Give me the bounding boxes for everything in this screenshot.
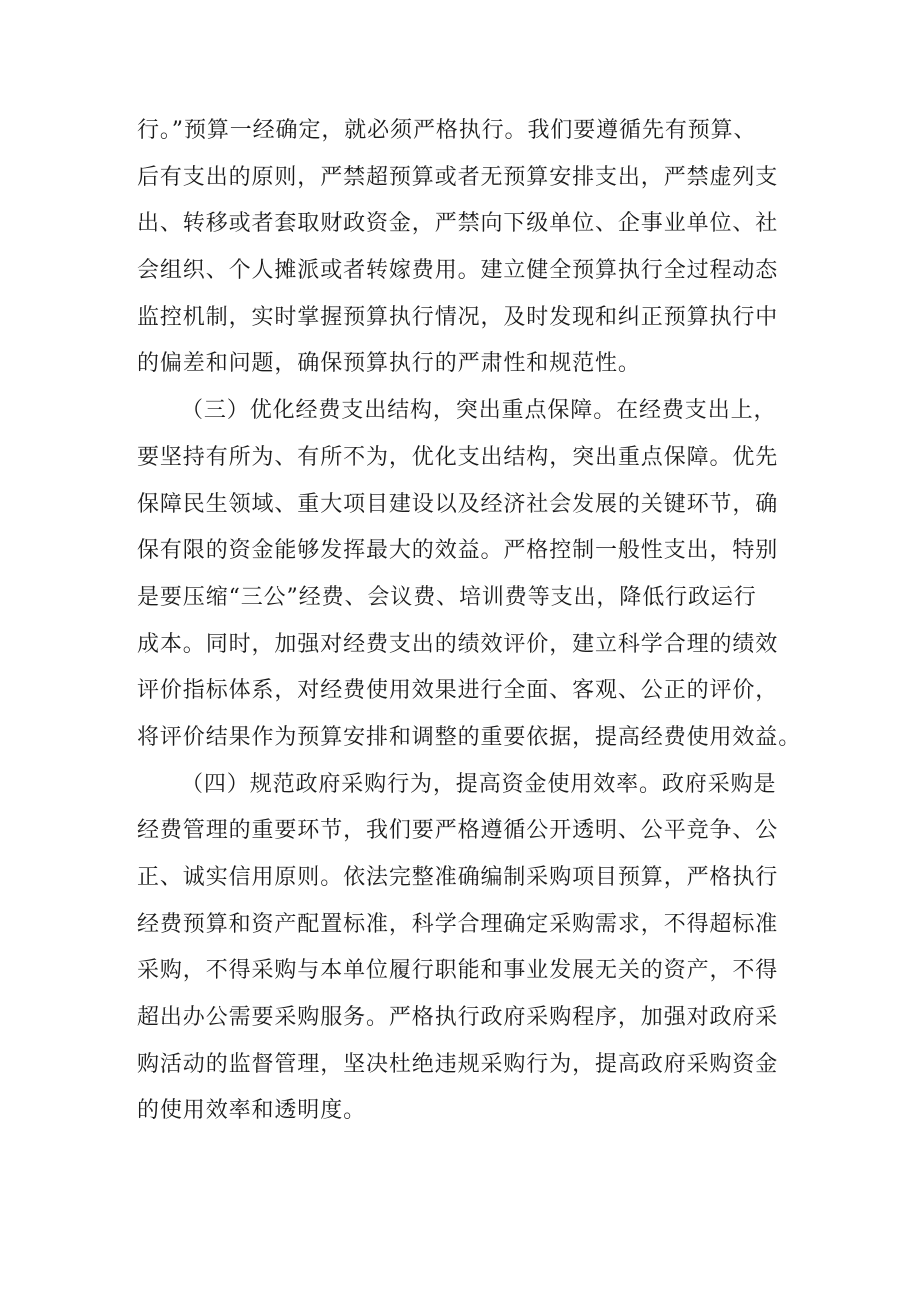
- text-line: 是要压缩“三公”经费、会议费、培训费等支出，降低行政运行: [137, 584, 757, 610]
- text-line: 出、转移或者套取财政资金，严禁向下级单位、企事业单位、社: [137, 211, 779, 237]
- text-line: 经费预算和资产配置标准，科学合理确定采购需求，不得超标准: [137, 911, 779, 937]
- paragraph-budget-execution: [137, 108, 797, 388]
- text-line: 购活动的监督管理，坚决杜绝违规采购行为，提高政府采购资金: [137, 1051, 779, 1077]
- text-line: 保有限的资金能够发挥最大的效益。严格控制一般性支出，特别: [137, 538, 779, 564]
- text-line: 保障民生领域、重大项目建设以及经济社会发展的关键环节，确: [137, 491, 779, 517]
- text-line: 超出办公需要采购服务。严格执行政府采购程序，加强对政府采: [137, 1005, 779, 1031]
- text-line: 经费管理的重要环节，我们要严格遵循公开透明、公平竞争、公: [137, 818, 779, 844]
- document-body: [137, 108, 802, 1135]
- text-line: 监控机制，实时掌握预算执行情况，及时发现和纠正预算执行中: [137, 304, 779, 330]
- text-line: 的使用效率和透明度。: [137, 1098, 367, 1124]
- text-line: 行。”预算一经确定，就必须严格执行。我们要遵循先有预算、: [137, 118, 757, 143]
- text-line: 成本。同时，加强对经费支出的绩效评价，建立科学合理的绩效: [137, 631, 779, 657]
- paragraph-expenditure-structure: [137, 388, 802, 762]
- paragraph-government-procurement: [137, 762, 797, 1136]
- text-line: 要坚持有所为、有所不为，优化支出结构，突出重点保障。优先: [137, 444, 779, 470]
- text-line: 的偏差和问题，确保预算执行的严肃性和规范性。: [137, 351, 641, 377]
- text-line: 后有支出的原则，严禁超预算或者无预算安排支出，严禁虚列支: [137, 164, 779, 190]
- text-line-first: （三）优化经费支出结构，突出重点保障。在经费支出上，: [181, 398, 777, 424]
- text-line-first: （四）规范政府采购行为，提高资金使用效率。政府采购是: [181, 771, 777, 797]
- text-line: 评价指标体系，对经费使用效果进行全面、客观、公正的评价，: [137, 678, 779, 704]
- text-line: 采购，不得采购与本单位履行职能和事业发展无关的资产，不得: [137, 958, 779, 984]
- text-line: 正、诚实信用原则。依法完整准确编制采购项目预算，严格执行: [137, 865, 779, 890]
- text-line: 将评价结果作为预算安排和调整的重要依据，提高经费使用效益。: [137, 724, 802, 750]
- text-line: 会组织、个人摊派或者转嫁费用。建立健全预算执行全过程动态: [137, 258, 779, 284]
